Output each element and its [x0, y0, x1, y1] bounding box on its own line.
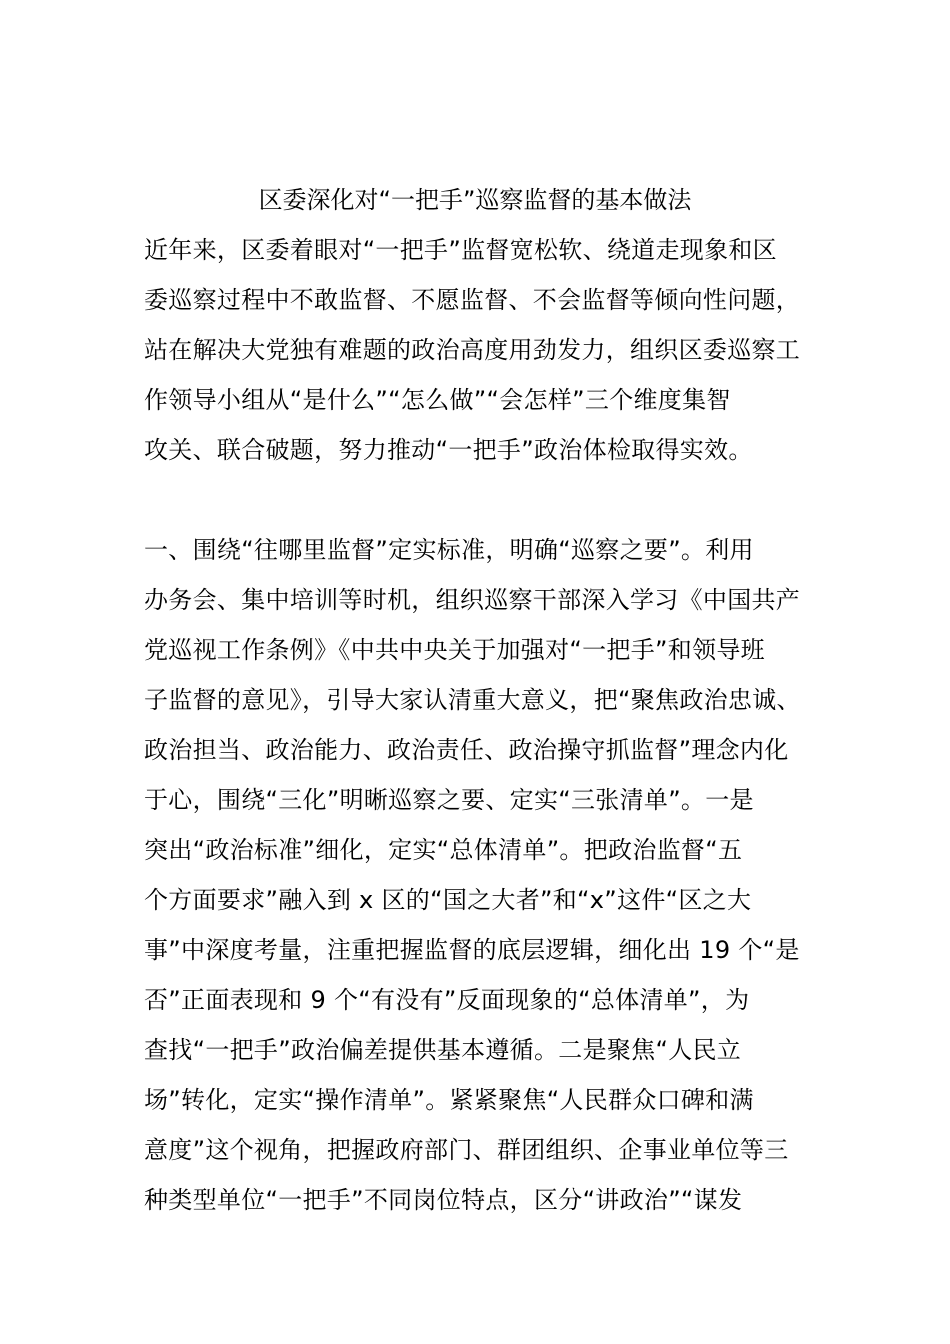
paragraph-2-line-9: 事”中深度考量，注重把握监督的底层逻辑，细化出 19 个“是 [144, 936, 800, 964]
paragraph-1-line-5: 攻关、联合破题，努力推动“一把手”政治体检取得实效。 [144, 436, 753, 464]
paragraph-2-line-10: 否”正面表现和 9 个“有没有”反面现象的“总体清单”，为 [144, 986, 750, 1014]
paragraph-2-line-3: 党巡视工作条例》《中共中央关于加强对“一把手”和领导班 [144, 636, 765, 664]
paragraph-2-line-14: 种类型单位“一把手”不同岗位特点，区分“讲政治”“谋发 [144, 1186, 743, 1214]
paragraph-2-line-8: 个方面要求”融入到 x 区的“国之大者”和“x”这件“区之大 [144, 886, 752, 914]
paragraph-1-line-3: 站在解决大党独有难题的政治高度用劲发力，组织区委巡察工 [144, 336, 801, 364]
paragraph-2-line-7: 突出“政治标准”细化，定实“总体清单”。把政治监督“五 [144, 836, 743, 864]
paragraph-2-line-12: 场”转化，定实“操作清单”。紧紧聚焦“人民群众口碑和满 [144, 1086, 754, 1114]
paragraph-2-line-5: 政治担当、政治能力、政治责任、政治操守抓监督”理念内化 [144, 736, 789, 764]
paragraph-2-line-11: 查找“一把手”政治偏差提供基本遵循。二是聚焦“人民立 [144, 1036, 742, 1064]
paragraph-2-line-4: 子监督的意见》，引导大家认清重大意义，把“聚焦政治忠诚、 [144, 686, 801, 714]
paragraph-2-line-13: 意度”这个视角，把握政府部门、群团组织、企事业单位等三 [144, 1136, 789, 1164]
paragraph-1-line-2: 委巡察过程中不敢监督、不愿监督、不会监督等倾向性问题， [144, 286, 801, 314]
paragraph-1-line-1: 近年来，区委着眼对“一把手”监督宽松软、绕道走现象和区 [144, 236, 777, 264]
document-title: 区委深化对“一把手”巡察监督的基本做法 [258, 186, 692, 214]
paragraph-2-line-2: 办务会、集中培训等时机，组织巡察干部深入学习《中国共产 [144, 586, 801, 614]
paragraph-1-line-4: 作领导小组从“是什么”“怎么做”“会怎样”三个维度集智 [144, 386, 731, 414]
paragraph-2-line-1: 一、围绕“往哪里监督”定实标准，明确“巡察之要”。利用 [144, 536, 754, 564]
paragraph-2-line-6: 于心，围绕“三化”明晰巡察之要、定实“三张清单”。一是 [144, 786, 754, 814]
